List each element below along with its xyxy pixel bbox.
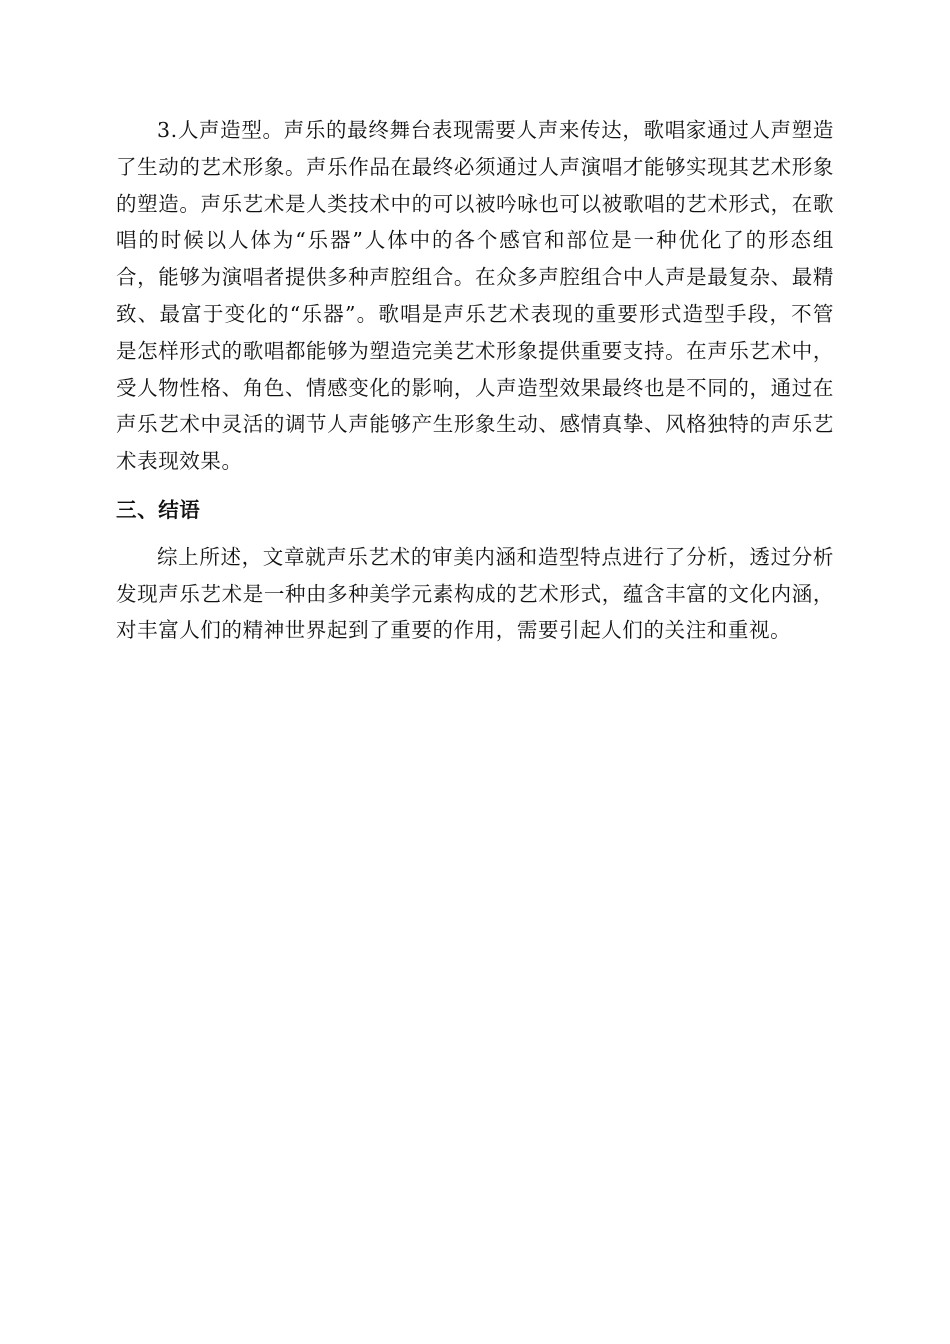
paragraph-voice-modeling: 3.人声造型。声乐的最终舞台表现需要人声来传达，歌唱家通过人声塑造了生动的艺术形象。声乐作品在最终必须通过人声演唱才能够实现其艺术形象的塑造。声乐艺术是人类技术中的可以被吟咏也可以被歌唱的艺术形式，在歌唱的时候以人体为“乐器”人体中的各个感官和部位是一种优化了的形态组合，能够为演唱者提供多种声腔组合。在众多声腔组合中人声是最复杂、最精致、最富于变化的“乐器”。歌唱是声乐艺术表现的重要形式造型手段，不管是怎样形式的歌唱都能够为塑造完美艺术形象提供重要支持。在声乐艺术中，受人物性格、角色、情感变化的影响，人声造型效果最终也是不同的，通过在声乐艺术中灵活的调节人声能够产生形象生动、感情真挚、风格独特的声乐艺术表现效果。	[116, 118, 834, 474]
conclusion-heading: 三、结语	[116, 497, 201, 522]
document-body	[116, 112, 834, 649]
conclusion-paragraph: 综上所述，文章就声乐艺术的审美内涵和造型特点进行了分析，透过分析发现声乐艺术是一种由多种美学元素构成的艺术形式，蕴含丰富的文化内涵，对丰富人们的精神世界起到了重要的作用，需要引起人们的关注和重视。	[116, 544, 834, 643]
